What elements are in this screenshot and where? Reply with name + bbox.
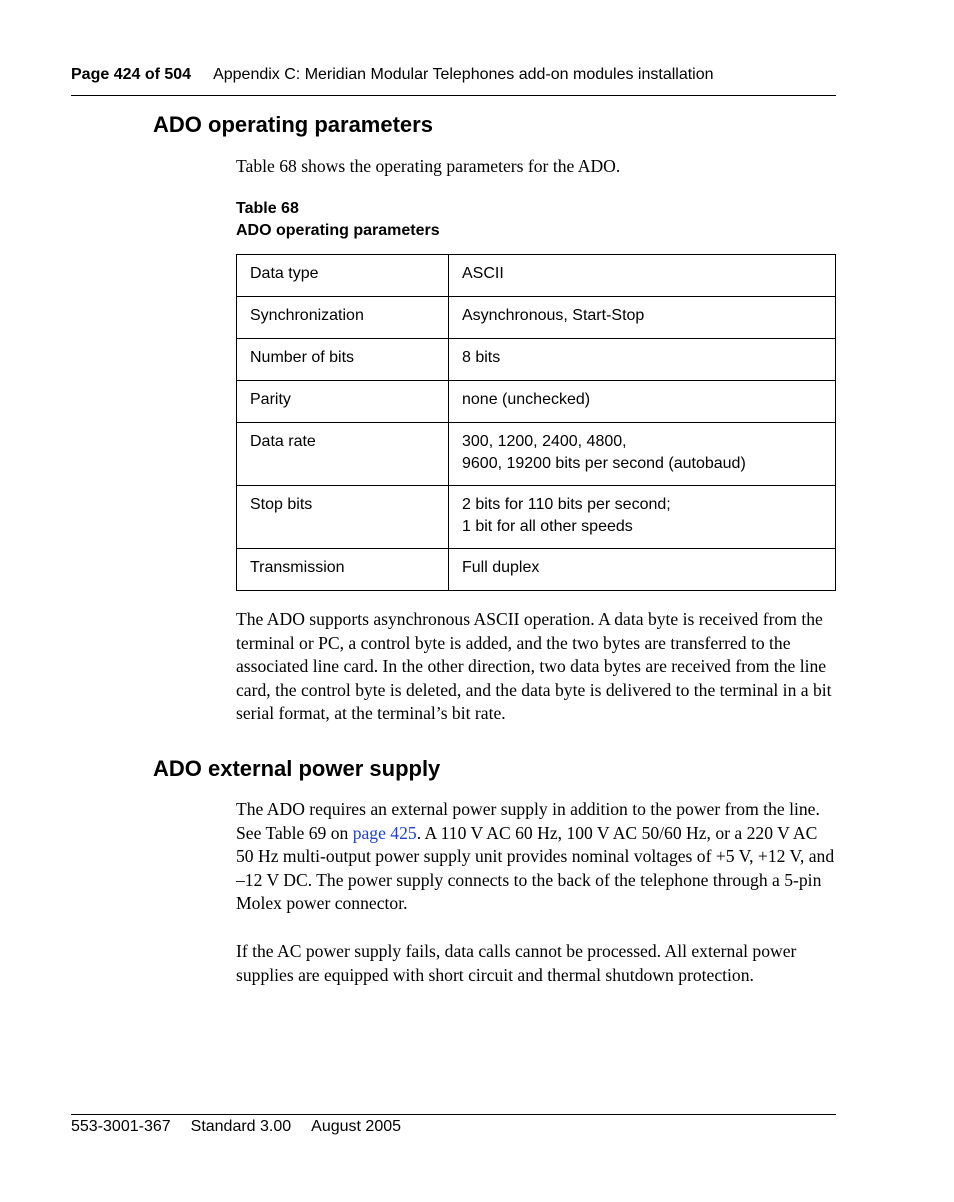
param-name: Number of bits: [237, 339, 449, 381]
param-name: Synchronization: [237, 297, 449, 339]
header-title: Appendix C: Meridian Modular Telephones add-on modules installation: [213, 66, 714, 83]
value-line: 2 bits for 110 bits per second;: [462, 496, 671, 513]
table-row: [237, 297, 836, 339]
value-line: none (unchecked): [462, 391, 591, 408]
param-value: [449, 381, 836, 423]
param-name: Data type: [237, 255, 449, 297]
value-line: 300, 1200, 2400, 4800,: [462, 433, 627, 450]
intro-paragraph: Table 68 shows the operating parameters for the ADO.: [236, 156, 621, 176]
power-failure-paragraph: If the AC power supply fails, data calls cannot be processed. All external power supplies are equipped with short circuit and thermal shutdown protection.: [236, 941, 797, 985]
table-row: [237, 423, 836, 486]
table-row: [237, 339, 836, 381]
param-value: [449, 297, 836, 339]
footer-rule: [71, 1114, 836, 1115]
page-header: [71, 66, 836, 84]
param-value: [449, 423, 836, 486]
value-line: 9600, 19200 bits per second (autobaud): [462, 455, 746, 472]
value-line: ASCII: [462, 265, 504, 282]
standard-version: Standard 3.00: [190, 1118, 292, 1135]
table-caption: [236, 198, 440, 242]
value-line: 1 bit for all other speeds: [462, 518, 633, 535]
ascii-operation-paragraph: The ADO supports asynchronous ASCII operation. A data byte is received from the terminal or PC, a control byte is added, and the two bytes are transferred to the associated line card. In the other direction, two data bytes are received from the line card, the control byte is deleted, and the data byte is delivered to the terminal in a bit serial format, at the terminal’s bit rate.: [236, 609, 832, 724]
doc-number: 553-3001-367: [71, 1118, 171, 1135]
page-footer: [71, 1118, 421, 1136]
param-value: [449, 486, 836, 549]
value-line: Full duplex: [462, 559, 540, 576]
table-row: [237, 381, 836, 423]
section-heading-operating-parameters: ADO operating parameters: [153, 112, 433, 137]
table-title: ADO operating parameters: [236, 222, 440, 239]
value-line: Asynchronous, Start-Stop: [462, 307, 645, 324]
param-name: Transmission: [237, 549, 449, 591]
table-row: [237, 255, 836, 297]
paragraph-text: . A 110 V AC 60 Hz, 100 V AC 50/60 Hz, or a 220 V AC 50 Hz multi-output power supply unit provides nominal voltages of +5 V, +12 V, and –12 V DC. The power supply connects to the back of the telephone through a 5-pin Molex power connector.: [236, 822, 835, 914]
page-number: Page 424 of 504: [71, 66, 192, 83]
page-425-link[interactable]: page 425: [352, 822, 417, 843]
table-row: [237, 549, 836, 591]
header-rule: [71, 95, 836, 96]
param-name: Parity: [237, 381, 449, 423]
paragraph-text: The ADO requires an external power supply in addition to the power from the line. See Table 69 on: [236, 799, 820, 843]
table-row: [237, 486, 836, 549]
power-supply-paragraph: [236, 798, 836, 916]
table-number: Table 68: [236, 200, 299, 217]
param-name: Data rate: [237, 423, 449, 486]
operating-parameters-table: [236, 254, 836, 591]
param-value: [449, 549, 836, 591]
section-heading-power-supply: ADO external power supply: [153, 756, 441, 781]
param-name: Stop bits: [237, 486, 449, 549]
value-line: 8 bits: [462, 349, 501, 366]
param-value: [449, 339, 836, 381]
publish-date: August 2005: [311, 1118, 402, 1135]
param-value: [449, 255, 836, 297]
